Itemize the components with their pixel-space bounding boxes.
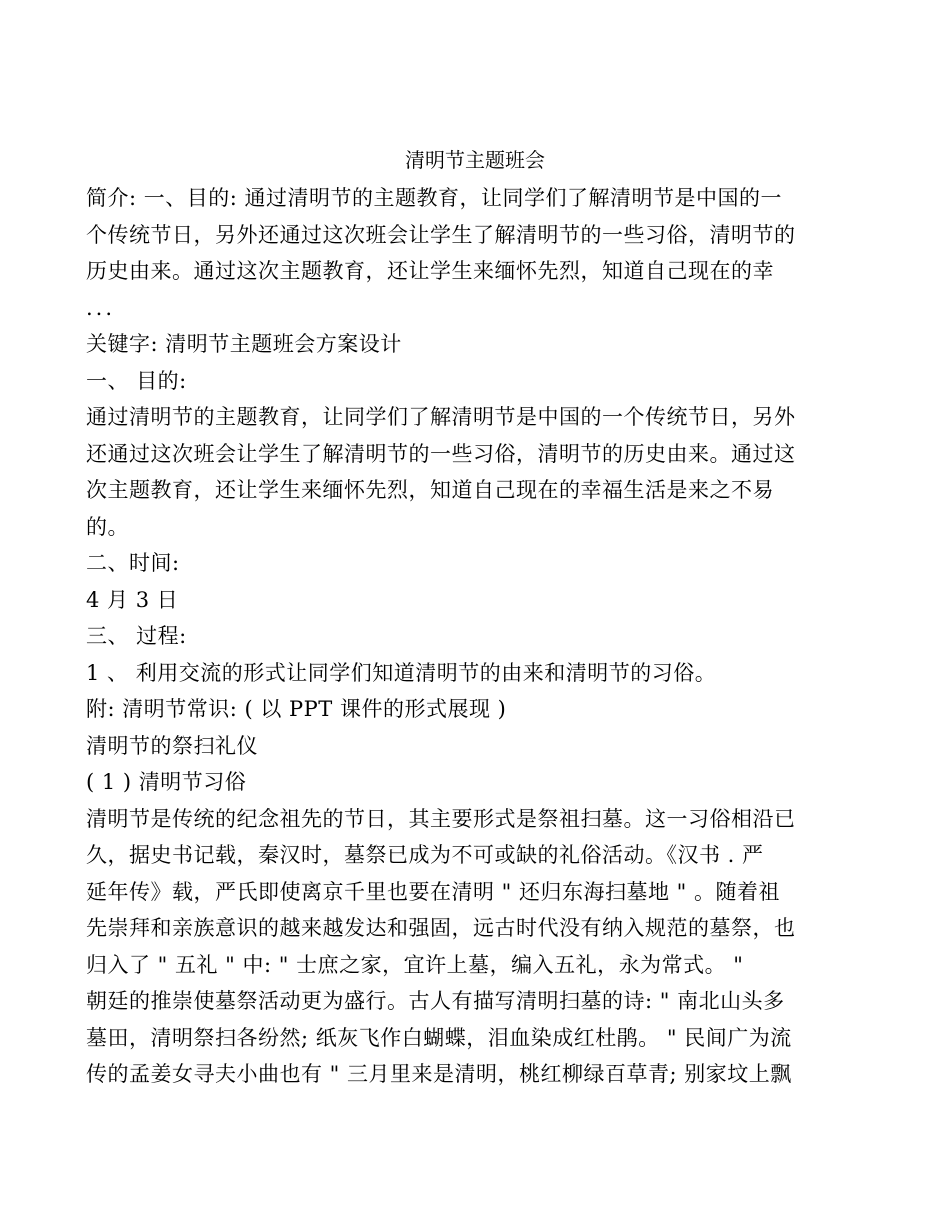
text-line: 朝廷的推崇使墓祭活动更为盛行。古人有描写清明扫墓的诗: " 南北山头多 [86, 989, 785, 1013]
text-line: 还通过这次班会让学生了解清明节的一些习俗，清明节的历史由来。通过这 [86, 441, 796, 466]
text-line: 个传统节日，另外还通过这次班会让学生了解清明节的一些习俗，清明节的 [86, 222, 796, 247]
date-line: 4 月 3 日 [86, 587, 179, 612]
text-line: 先崇拜和亲族意识的越来越发达和强固，远古时代没有纳入规范的墓祭，也 [86, 916, 796, 940]
subheading-line: ( 1 ) 清明节习俗 [86, 770, 247, 794]
text-line: 延年传》载，严氏即使离京千里也要在清明 " 还归东海扫墓地 " 。随着祖 [86, 879, 781, 904]
text-line: 久，据史书记载，秦汉时，墓祭已成为不可或缺的礼俗活动。《汉书 . 严 [86, 843, 764, 867]
text-line: 次主题教育，还让学生来缅怀先烈，知道自己现在的幸福生活是来之不易 [86, 478, 774, 502]
text-line: 附: 清明节常识: ( 以 PPT 课件的形式展现 ) [86, 697, 507, 721]
text-line: 归入了 " 五礼 " 中: " 士庶之家，宜许上墓，编入五礼，永为常式。 " [86, 952, 744, 977]
document-title: 清明节主题班会 [405, 148, 545, 172]
text-line: 1 、 利用交流的形式让同学们知道清明节的由来和清明节的习俗。 [86, 660, 717, 685]
document-body [86, 180, 876, 1093]
text-line: 清明节是传统的纪念祖先的节日，其主要形式是祭祖扫墓。这一习俗相沿已 [86, 806, 796, 831]
subheading-line: 清明节的祭扫礼仪 [86, 733, 258, 758]
keywords-line: 关键字: 清明节主题班会方案设计 [86, 332, 402, 356]
ellipsis-line: ... [86, 295, 116, 320]
text-line: 的。 [86, 514, 129, 539]
text-line: 墓田，清明祭扫各纷然; 纸灰飞作白蝴蝶，泪血染成红杜鹃。 " 民间广为流 [86, 1025, 792, 1050]
section-heading-process: 三、 过程: [86, 624, 187, 648]
section-heading-purpose: 一、 目的: [86, 368, 187, 393]
text-line: 传的孟姜女寻夫小曲也有 " 三月里来是清明，桃红柳绿百草青; 别家坟上飘 [86, 1062, 792, 1086]
text-line: 通过清明节的主题教育，让同学们了解清明节是中国的一个传统节日，另外 [86, 405, 796, 429]
text-line: 历史由来。通过这次主题教育，还让学生来缅怀先烈，知道自己现在的幸 [86, 259, 774, 283]
section-heading-time: 二、时间: [86, 551, 180, 575]
text-line: 简介: 一、目的: 通过清明节的主题教育，让同学们了解清明节是中国的一 [86, 186, 782, 210]
